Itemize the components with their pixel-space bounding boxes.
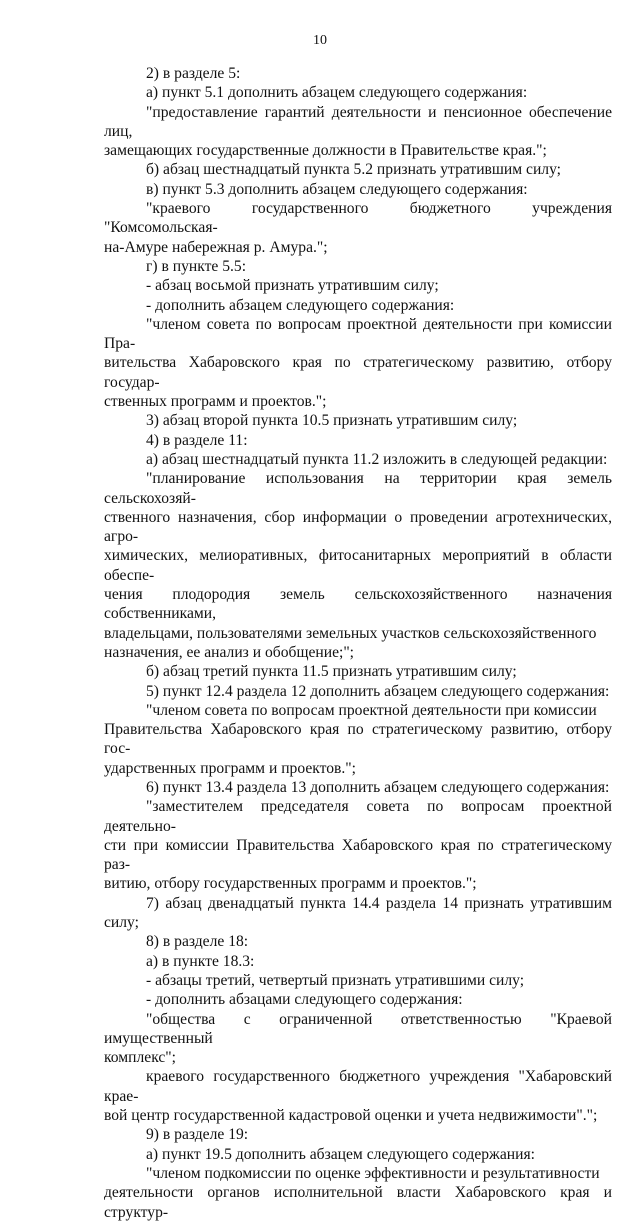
paragraph: 8) в разделе 18: — [146, 933, 249, 951]
paragraph: "членом совета по вопросам проектной деятельности при комиссии Пра- вительства Хабаровского края по стратегическому развитию, отбору государ- ственных программ и проектов."; — [104, 315, 612, 411]
paragraph: в) пункт 5.3 дополнить абзацем следующего содержания: — [146, 180, 528, 198]
paragraph: "краевого государственного бюджетного учреждения "Комсомольская- на-Амуре набережная р. Амура."; — [104, 200, 612, 256]
paragraph: 5) пункт 12.4 раздела 12 дополнить абзацем следующего содержания: — [146, 682, 610, 700]
paragraph: "общества с ограниченной ответственностью "Краевой имущественный комплекс"; — [104, 1010, 612, 1067]
paragraph: а) в пункте 18.3: — [146, 952, 255, 970]
paragraph: "членом подкомиссии по оценке эффективности и результативности деятельности органов исполнительной власти Хабаровского края и структур- — [104, 1164, 612, 1221]
paragraph: "предоставление гарантий деятельности и пенсионное обеспечение лиц, замещающих государственные должности в Правительстве края."; — [104, 103, 612, 160]
paragraph: 2) в разделе 5: — [146, 65, 241, 82]
paragraph: а) пункт 5.1 дополнить абзацем следующего содержания: — [146, 84, 528, 102]
paragraph: - дополнить абзацами следующего содержания: — [146, 991, 463, 1009]
paragraph: 4) в разделе 11: — [146, 431, 248, 449]
document-body — [104, 64, 612, 1222]
page-number: 10 — [313, 33, 327, 48]
paragraph: "планирование использования на территории края земель сельскохозяй- ственного назначения, сбор информации о проведении агротехнических, агро- химических, мелиоративных, фитосанитарных мероприятий в области обеспе- чения плодородия земель сельскохозяйственного назначения собственниками, владельцами, пользователями земельных участков сельскохозяйственного назначения, ее анализ и обобщение;"; — [104, 470, 612, 661]
paragraph: "заместителем председателя совета по вопросам проектной деятельно- сти при комиссии Правительства Хабаровского края по стратегическому раз- витию, отбору государственных программ и проектов."; — [104, 798, 612, 893]
paragraph: а) пункт 19.5 дополнить абзацем следующего содержания: — [146, 1145, 535, 1163]
paragraph: - дополнить абзацем следующего содержания: — [146, 296, 455, 314]
paragraph: "членом совета по вопросам проектной деятельности при комиссии Правительства Хабаровского края по стратегическому развитию, отбору гос- ударственных программ и проектов."; — [104, 701, 612, 777]
paragraph: б) абзац третий пункта 11.5 признать утратившим силу; — [146, 663, 517, 681]
paragraph: г) в пункте 5.5: — [146, 257, 247, 275]
paragraph: - абзац восьмой признать утратившим силу; — [146, 277, 439, 295]
paragraph: 6) пункт 13.4 раздела 13 дополнить абзацем следующего содержания: — [146, 778, 610, 796]
paragraph: краевого государственного бюджетного учреждения "Хабаровский крае- вой центр государственной кадастровой оценки и учета недвижимости"."; — [104, 1068, 612, 1125]
paragraph: - абзацы третий, четвертый признать утратившими силу; — [146, 971, 525, 989]
paragraph: б) абзац шестнадцатый пункта 5.2 признать утратившим силу; — [146, 161, 561, 179]
paragraph: 3) абзац второй пункта 10.5 признать утратившим силу; — [146, 412, 518, 430]
paragraph: а) абзац шестнадцатый пункта 11.2 изложить в следующей редакции: — [146, 450, 608, 468]
paragraph: 7) абзац двенадцатый пункта 14.4 раздела 14 признать утратившим силу; — [104, 894, 612, 932]
paragraph: 9) в разделе 19: — [146, 1126, 249, 1144]
